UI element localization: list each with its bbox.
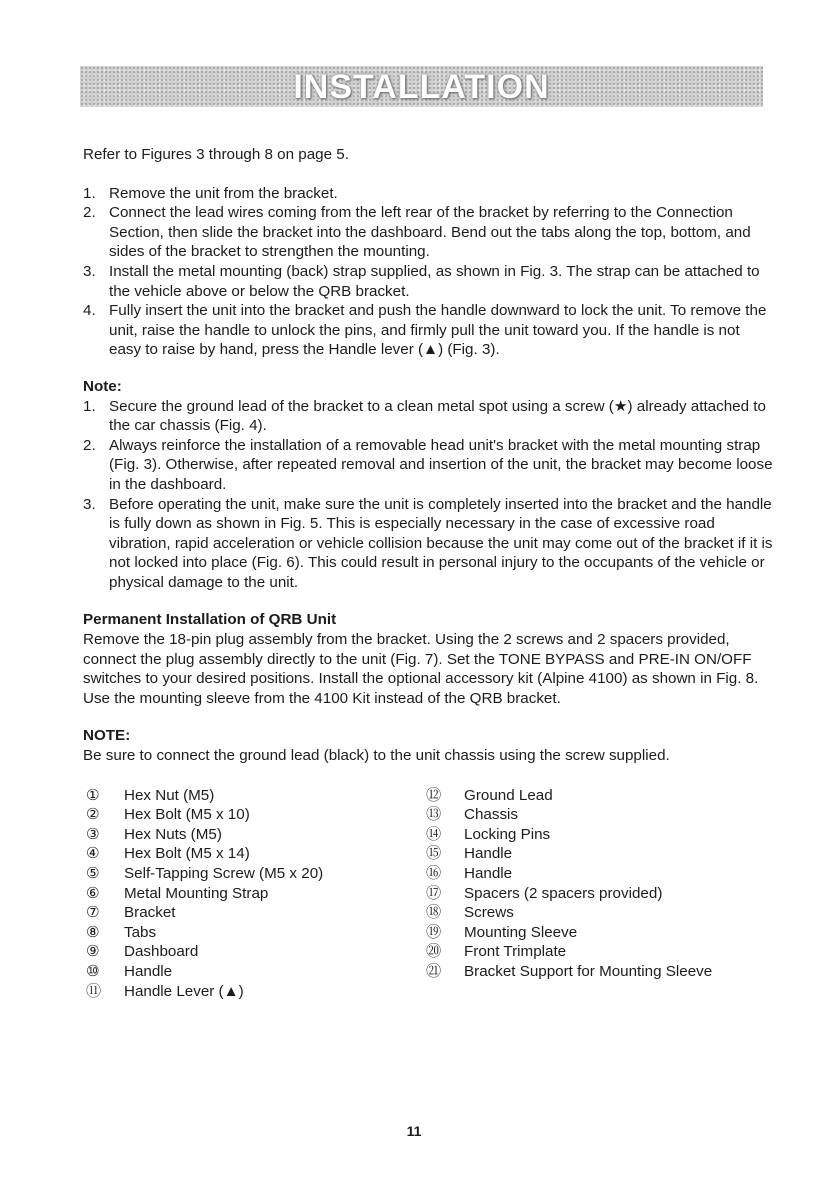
part-label: Self-Tapping Screw (M5 x 20): [124, 865, 324, 882]
step-number: 1.: [83, 184, 96, 202]
part-label: Front Trimplate: [464, 943, 567, 961]
note-list: [83, 397, 773, 593]
part-label: Mounting Sleeve: [464, 923, 578, 941]
list-item: [426, 884, 712, 904]
document-body: [83, 145, 773, 1001]
list-item: [86, 805, 426, 825]
step-text: Fully insert the unit into the bracket and push the handle downward to lock the unit. To remove the unit, raise the handle to unlock the pins, and firmly pull the unit toward you. If the handle is not easy to raise by hand, press the Handle lever (▲) (Fig. 3).: [109, 302, 767, 359]
note2-text: Be sure to connect the ground lead (black) to the unit chassis using the screw supplied.: [83, 747, 670, 765]
list-item: [426, 844, 712, 864]
part-number: ②: [86, 806, 100, 824]
list-item: [426, 825, 712, 845]
list-item: [426, 903, 712, 923]
permanent-install-text: Remove the 18-pin plug assembly from the bracket. Using the 2 screws and 2 spacers provided, connect the plug assembly directly to the unit (Fig. 7). Set the TONE BYPASS and PRE-IN ON/OFF switches to your desired positions. Install the optional accessory kit (Alpine 4100) as shown in Fig. 8. Use the mounting sleeve from the 4100 Kit instead of the QRB bracket.: [83, 631, 759, 707]
part-number: ⑰: [426, 884, 442, 902]
list-item: [86, 825, 426, 845]
list-item: [86, 844, 426, 864]
note-text: Always reinforce the installation of a removable head unit's bracket with the metal mounting strap (Fig. 3). Otherwise, after repeated removal and insertion of the unit, the bracket may become loose in the dashboard.: [109, 436, 773, 493]
list-item: [83, 436, 773, 495]
part-number: ⑬: [426, 806, 442, 824]
part-number: ⑯: [426, 865, 442, 882]
list-item: [83, 301, 773, 360]
part-number: ⑮: [426, 845, 442, 863]
list-item: [426, 962, 712, 982]
page-number: 11: [406, 1123, 422, 1139]
list-item: [86, 903, 426, 923]
part-label: Ground Lead: [464, 786, 553, 804]
list-item: [86, 923, 426, 943]
part-label: Dashboard: [124, 943, 199, 961]
permanent-install-heading: Permanent Installation of QRB Unit: [83, 611, 337, 629]
note-number: 1.: [83, 397, 96, 415]
part-number: ④: [86, 845, 100, 863]
part-label: Hex Bolt (M5 x 14): [124, 845, 250, 863]
list-item: [86, 786, 426, 806]
list-item: [86, 864, 426, 884]
list-item: [86, 962, 426, 982]
part-number: ⑳: [426, 943, 442, 961]
step-text: Connect the lead wires coming from the left rear of the bracket by referring to the Connection Section, then slide the bracket into the dashboard. Bend out the tabs along the top, bottom, and sides of the bracket to strengthen the mounting.: [109, 204, 751, 261]
part-number: ⑤: [86, 865, 100, 882]
list-item: [86, 982, 426, 1002]
list-item: [83, 397, 773, 436]
note2-heading: NOTE:: [83, 727, 131, 745]
step-text: Install the metal mounting (back) strap supplied, as shown in Fig. 3. The strap can be attached to the vehicle above or below the QRB bracket.: [109, 262, 760, 300]
part-label: Hex Bolt (M5 x 10): [124, 806, 250, 824]
part-label: Bracket: [124, 904, 176, 922]
note-text: Before operating the unit, make sure the unit is completely inserted into the bracket and the handle is fully down as shown in Fig. 5. This is especially necessary in the case of excessive road vibration, rapid acceleration or vehicle collision because the unit may come out of the bracket if it is not locked into place (Fig. 6). This could result in personal injury to the occupants of the vehicle or physical damage to the unit.: [109, 495, 773, 591]
part-label: Handle: [464, 845, 513, 863]
step-text: Remove the unit from the bracket.: [109, 184, 338, 202]
section-banner: [80, 66, 763, 107]
step-number: 4.: [83, 302, 96, 320]
list-item: [83, 203, 773, 262]
step-number: 3.: [83, 262, 96, 280]
list-item: [83, 184, 773, 204]
list-item: [86, 884, 426, 904]
parts-list-left: [86, 786, 426, 1002]
part-label: Tabs: [124, 923, 157, 941]
part-label: Handle: [464, 865, 513, 882]
part-label: Hex Nut (M5): [124, 786, 215, 804]
note-text: Secure the ground lead of the bracket to a clean metal spot using a screw (★) already attached to the car chassis (Fig. 4).: [109, 397, 766, 435]
part-number: ⑲: [426, 923, 442, 941]
part-number: ⑱: [426, 904, 442, 922]
parts-list-right: [426, 786, 712, 1002]
list-item: [426, 805, 712, 825]
list-item: [426, 942, 712, 962]
list-item: [83, 495, 773, 593]
list-item: [426, 923, 712, 943]
note-number: 2.: [83, 436, 96, 454]
part-label: Bracket Support for Mounting Sleeve: [464, 962, 713, 980]
part-label: Spacers (2 spacers provided): [464, 884, 663, 902]
part-number: ⑨: [86, 943, 100, 961]
part-number: ③: [86, 825, 100, 843]
part-number: ⑫: [426, 786, 442, 804]
note-heading: Note:: [83, 377, 122, 395]
part-label: Locking Pins: [464, 825, 551, 843]
part-label: Chassis: [464, 806, 519, 824]
part-number: ⑪: [86, 982, 102, 1000]
note-number: 3.: [83, 495, 96, 513]
part-number: ⑦: [86, 904, 100, 922]
list-item: [426, 864, 712, 884]
list-item: [86, 942, 426, 962]
part-number: ⑭: [426, 825, 442, 843]
part-label: Hex Nuts (M5): [124, 825, 222, 843]
page-title: INSTALLATION: [293, 68, 550, 106]
part-label: Metal Mounting Strap: [124, 884, 269, 902]
part-label: Screws: [464, 904, 514, 922]
list-item: [83, 262, 773, 301]
part-number: ①: [86, 786, 100, 804]
parts-legend: [83, 786, 773, 1002]
installation-steps: [83, 184, 773, 360]
list-item: [426, 786, 712, 806]
part-label: Handle: [124, 962, 173, 980]
intro-text: Refer to Figures 3 through 8 on page 5.: [83, 146, 349, 163]
part-label: Handle Lever (▲): [124, 982, 244, 1000]
part-number: ⑧: [86, 923, 100, 941]
step-number: 2.: [83, 204, 96, 222]
part-number: ⑩: [86, 962, 100, 980]
part-number: ⑥: [86, 884, 100, 902]
part-number: ㉑: [426, 962, 442, 980]
